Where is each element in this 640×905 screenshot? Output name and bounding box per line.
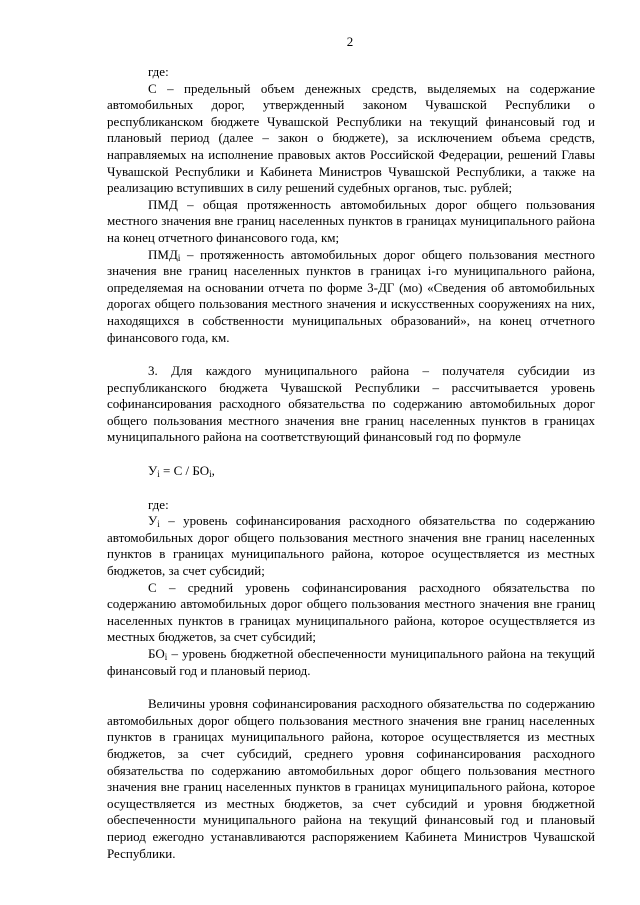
formula-end: ,: [211, 463, 215, 479]
page-number: 2: [346, 34, 354, 49]
pmdi-subscript: i: [177, 252, 181, 263]
boi-label: БО: [148, 646, 165, 661]
yi-subscript: i: [157, 519, 160, 530]
spacer: [107, 480, 595, 497]
boi-text: – уровень бюджетной обеспеченности муниципального района на текущий финансовый год и плановый период.: [107, 646, 595, 678]
paragraph-final: Величины уровня софинансирования расходного обязательства по содержанию автомобильных дорог общего пользования местного значения вне границ населенных пунктов в границах муниципального района, которое осуществляется из местных бюджетов, за счет субсидий, среднего уровня софинансирования расходного обязательства по содержанию автомобильных дорог общего пользования местного значения вне границ населенных пунктов в границах муниципального района, которое осуществляется из местных бюджетов, за счет субсидий и уровня бюджетной обеспеченности муниципального района на текущий финансовый год и плановый период ежегодно устанавливаются распоряжением Кабинета Министров Чувашской Республики.: [107, 696, 595, 861]
spacer: [107, 446, 595, 463]
document-body: [107, 64, 595, 862]
yi-label: У: [148, 513, 158, 529]
where-label-1: где:: [148, 64, 169, 79]
definition-yi: [107, 513, 595, 579]
spacer: [107, 346, 595, 363]
definition-boi: [107, 646, 595, 679]
definition-c: С – предельный объем денежных средств, выделяемых на содержание автомобильных дорог, утвержденный законом Чувашской Республики о республиканском бюджете Чувашской Республики на текущий финансовый год и плановый период (далее – закон о бюджете), за исключением объема средств, направляемых на исполнение правовых актов Российской Федерации, решений Главы Чувашской Республики и Кабинета Министров Чувашской Республики, а также на реализацию вступивших в силу решений судебных органов, тыс. рублей;: [107, 80, 595, 196]
formula-y: У: [148, 463, 158, 479]
spacer: [107, 679, 595, 696]
definition-c-average: С – средний уровень софинансирования расходного обязательства по содержанию автомобильных дорог общего пользования местного значения вне границ населенных пунктов в границах муниципального района, которое осуществляется из местных бюджетов, за счет субсидий;: [107, 579, 595, 645]
formula-middle: = С / БО: [159, 463, 210, 479]
formula-y-subscript: i: [157, 469, 160, 480]
formula-bo-subscript: i: [209, 469, 212, 480]
pmdi-text: – протяженность автомобильных дорог общего пользования местного значения вне границ населенных пунктов в границах i-го муниципального района, определяемая на основании отчета по форме 3-ДГ (мо) «Сведения об автомобильных дорогах общего пользования местного значения и искусственных сооружениях на них, находящихся в собственности муниципальных образований», на конец отчетного финансового года, км.: [107, 246, 595, 345]
boi-subscript: i: [164, 652, 168, 662]
where-label-2: где:: [148, 496, 169, 512]
formula: [107, 463, 595, 480]
pmdi-label: ПМД: [148, 246, 178, 262]
yi-text: – уровень софинансирования расходного обязательства по содержанию автомобильных дорог общего пользования местного значения вне границ населенных пунктов в границах муниципального района, которое осуществляется из местных бюджетов, за счет субсидий;: [107, 513, 595, 579]
definition-pmdi: [107, 247, 595, 347]
paragraph-3: 3. Для каждого муниципального района – получателя субсидии из республиканского бюджета Чувашской Республики – рассчитывается уровень софинансирования расходного обязательства по содержанию автомобильных дорог общего пользования местного значения вне границ населенных пунктов в границах муниципального района на соответствующий финансовый год по формуле: [107, 363, 595, 445]
definition-pmd: ПМД – общая протяженность автомобильных дорог общего пользования местного значения вне границ населенных пунктов в границах муниципального района на конец отчетного финансового года, км;: [107, 196, 595, 245]
